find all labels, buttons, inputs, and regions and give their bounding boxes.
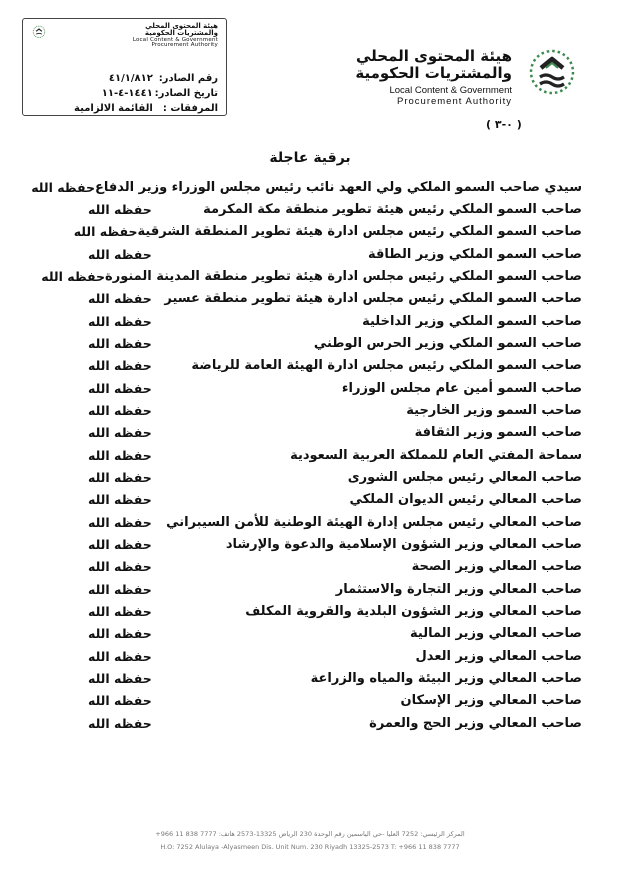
addressee-closing: حفظه الله	[88, 402, 152, 418]
addressee-row	[88, 444, 582, 466]
addressee-closing: حفظه الله	[73, 224, 138, 240]
addressee-title: صاحب السمو الملكي رئيس مجلس ادارة هيئة تطوير منطقة عسير	[164, 291, 582, 307]
addressee-closing: حفظه الله	[88, 626, 152, 642]
addressee-closing: حفظه الله	[88, 380, 152, 396]
outgoing-stamp	[22, 18, 227, 116]
stamp-org-en-line2: Procurement Authority	[151, 42, 218, 49]
authority-name-ar-line1: هيئة المحتوى المحلي	[355, 47, 512, 65]
addressee-title: صاحب السمو وزير الثقافة	[414, 425, 582, 441]
stamp-fields	[74, 71, 218, 116]
stamp-org-en-line1: Local Content & Government	[132, 36, 218, 43]
stamp-field-label: رقم الصادر:	[158, 73, 218, 84]
addressee-title: صاحب السمو وزير الخارجية	[406, 402, 582, 418]
addressee-title: صاحب السمو أمين عام مجلس الوزراء	[341, 380, 582, 396]
addressee-row	[88, 667, 582, 689]
authority-logo-icon	[31, 25, 47, 41]
addressee-closing: حفظه الله	[88, 603, 152, 619]
addressee-title: صاحب السمو الملكي وزير الطاقة	[368, 246, 582, 262]
addressee-row	[88, 422, 582, 444]
addressee-closing: حفظه الله	[41, 268, 106, 284]
addressee-list	[31, 176, 582, 734]
addressee-row	[88, 332, 582, 354]
addressee-closing: حفظه الله	[88, 313, 152, 329]
addressee-title: صاحب المعالي رئيس مجلس الشورى	[347, 469, 582, 485]
authority-name-en-line2: Procurement Authority	[397, 96, 512, 107]
addressee-title: صاحب المعالي وزير العدل	[415, 648, 582, 664]
addressee-row	[88, 645, 582, 667]
addressee-title: صاحب المعالي وزير الصحة	[411, 559, 582, 575]
addressee-closing: حفظه الله	[31, 179, 95, 195]
authority-name	[355, 48, 512, 107]
addressee-row	[88, 288, 582, 310]
addressee-row	[88, 556, 582, 578]
addressee-row	[88, 690, 582, 712]
stamp-org-ar-line2: والمشتريات الحكومية	[144, 29, 218, 38]
authority-name-ar-line2: والمشتريات الحكومية	[355, 64, 512, 82]
addressee-row	[88, 578, 582, 600]
authority-name-en-line1: Local Content & Government	[389, 85, 512, 96]
authority-logo-icon	[528, 46, 576, 102]
addressee-closing: حفظه الله	[88, 581, 152, 597]
addressee-row	[88, 712, 582, 734]
addressee-closing: حفظه الله	[88, 715, 152, 731]
addressee-title: صاحب المعالي وزير الحج والعمرة	[369, 715, 582, 731]
addressee-closing: حفظه الله	[88, 559, 152, 575]
addressee-row	[88, 533, 582, 555]
addressee-row	[88, 489, 582, 511]
addressee-title: صاحب المعالي وزير الشؤون الإسلامية والدعوة والإرشاد	[225, 536, 582, 552]
addressee-title: صاحب السمو الملكي رئيس مجلس ادارة هيئة تطوير منطقة المدينة المنورة	[105, 268, 582, 284]
addressee-row	[88, 466, 582, 488]
addressee-closing: حفظه الله	[88, 246, 152, 262]
addressee-title: صاحب المعالي رئيس مجلس إدارة الهيئة الوطنية للأمن السيبراني	[166, 514, 582, 530]
stamp-field-value: ١٤٤١-٤-١١	[101, 88, 153, 99]
footer-address-en: H.O: 7252 Alulaya -Alyasmeen Dis. Unit Num. 230 Riyadh 13325-2573 T: +966 11 838 7777	[160, 843, 460, 851]
addressee-title: صاحب السمو الملكي رئيس مجلس ادارة الهيئة العامة للرياضة	[191, 358, 582, 374]
stamp-field-outgoing-date	[74, 86, 218, 101]
addressee-title: صاحب المعالي وزير الإسكان	[400, 693, 582, 709]
addressee-title: صاحب المعالي رئيس الديوان الملكي	[349, 492, 582, 508]
addressee-row	[88, 243, 582, 265]
page-number: ( ٠-٣ )	[486, 118, 522, 131]
addressee-closing: حفظه الله	[88, 469, 152, 485]
addressee-row	[88, 623, 582, 645]
subject-heading: برقية عاجلة	[269, 150, 351, 166]
addressee-title: سيدي صاحب السمو الملكي ولي العهد نائب رئيس مجلس الوزراء وزير الدفاع	[94, 179, 582, 195]
stamp-org-ar-line1: هيئة المحتوى المحلي	[145, 22, 218, 30]
addressee-title: صاحب السمو الملكي وزير الداخلية	[362, 313, 582, 329]
addressee-title: سماحة المفتي العام للمملكة العربية السعودية	[290, 447, 582, 463]
addressee-closing: حفظه الله	[88, 514, 152, 530]
addressee-row	[41, 265, 582, 287]
stamp-field-outgoing-number	[74, 71, 218, 86]
addressee-closing: حفظه الله	[88, 425, 152, 441]
addressee-closing: حفظه الله	[88, 335, 152, 351]
addressee-row	[88, 310, 582, 332]
addressee-row	[88, 399, 582, 421]
addressee-title: صاحب المعالي وزير المالية	[410, 626, 582, 642]
addressee-row	[88, 355, 582, 377]
addressee-closing: حفظه الله	[88, 492, 152, 508]
footer-address-ar: المركز الرئيسي: 7252 العليا -حي الياسمين رقم الوحدة 230 الرياض 13325-2573 هاتف: 7777 838 11 966+	[155, 830, 465, 838]
stamp-field-attachments	[74, 101, 218, 116]
stamp-field-value: ٤١/١/٨١٢	[108, 73, 153, 84]
footer	[0, 828, 620, 854]
addressee-closing: حفظه الله	[88, 291, 152, 307]
addressee-title: صاحب السمو الملكي رئيس هيئة تطوير منطقة مكة المكرمة	[203, 201, 582, 217]
addressee-title: صاحب المعالي وزير الشؤون البلدية والقروية المكلف	[245, 603, 582, 619]
addressee-row	[88, 511, 582, 533]
addressee-row	[73, 221, 582, 243]
stamp-field-label: المرفقات :	[162, 103, 218, 114]
addressee-closing: حفظه الله	[88, 447, 152, 463]
addressee-row	[88, 600, 582, 622]
addressee-title: صاحب السمو الملكي وزير الحرس الوطني	[313, 335, 582, 351]
addressee-closing: حفظه الله	[88, 693, 152, 709]
addressee-row	[31, 176, 582, 198]
addressee-closing: حفظه الله	[88, 201, 152, 217]
addressee-closing: حفظه الله	[88, 536, 152, 552]
addressee-closing: حفظه الله	[88, 648, 152, 664]
addressee-title: صاحب السمو الملكي رئيس مجلس ادارة هيئة تطوير المنطقة الشرقية	[137, 224, 582, 240]
stamp-field-label: تاريخ الصادر:	[154, 88, 218, 99]
addressee-row	[88, 377, 582, 399]
addressee-row	[88, 198, 582, 220]
addressee-title: صاحب المعالي وزير البيئة والمياه والزراعة	[310, 670, 582, 686]
addressee-closing: حفظه الله	[88, 358, 152, 374]
stamp-field-value: القائمة الالزامية	[74, 103, 153, 114]
addressee-title: صاحب المعالي وزير التجارة والاستثمار	[335, 581, 582, 597]
stamp-org-name	[133, 23, 218, 49]
addressee-closing: حفظه الله	[88, 670, 152, 686]
